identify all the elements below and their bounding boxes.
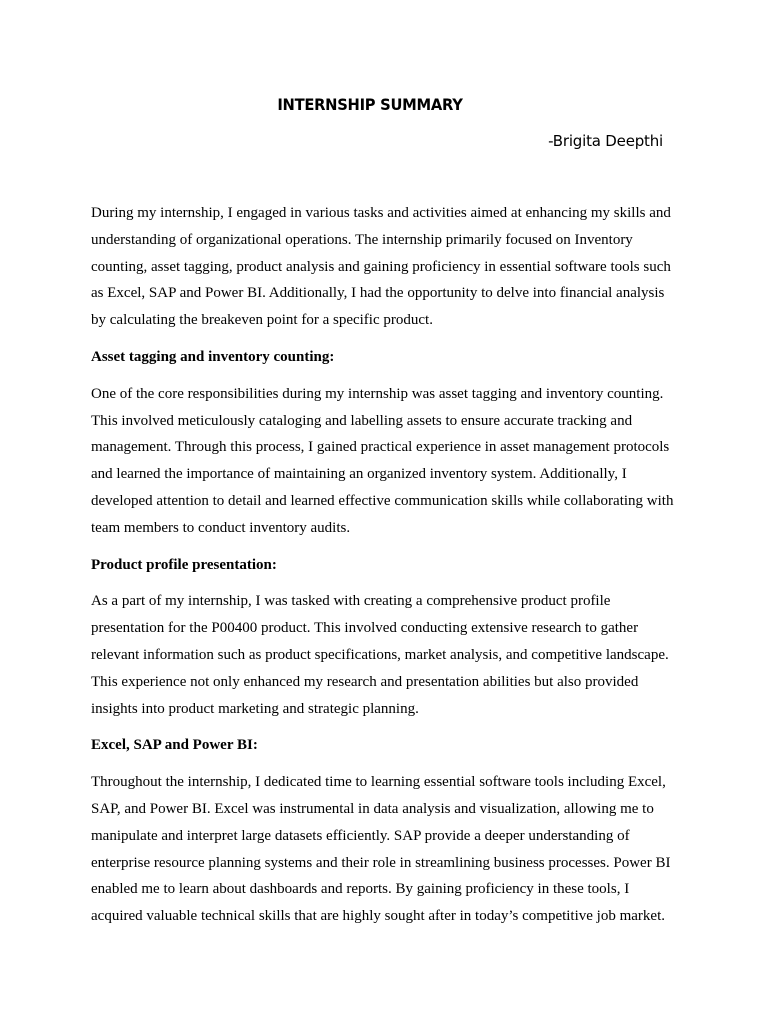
section-text-software-tools: Throughout the internship, I dedicated time to learning essential software tools including Excel, SAP, and Power BI. Excel was instrumental in data analysis and visualization, allowing me to manipulate and interpret large datasets efficiently. SAP provide a deeper understanding of enterprise resource planning systems and their role in streamlining business processes. Power BI enabled me to learn about dashboards and reports. By gaining proficiency in these tools, I acquired valuable technical skills that are highly sought after in today’s competitive job market. [91,774,671,925]
document-author: -Brigita Deepthi [548,132,663,150]
document-title: INTERNSHIP SUMMARY [277,95,463,114]
section-text-product-profile: As a part of my internship, I was tasked with creating a comprehensive product profile presentation for the P00400 product. This involved conducting extensive research to gather relevant information such as product specifications, market analysis, and competitive landscape. This experience not only enhanced my research and presentation abilities but also provided insights into product marketing and strategic planning. [91,593,669,717]
document-body [91,200,681,940]
intro-paragraph: During my internship, I engaged in various tasks and activities aimed at enhancing my skills and understanding of organizational operations. The internship primarily focused on Inventory counting, asset tagging, product analysis and gaining proficiency in essential software tools such as Excel, SAP and Power BI. Additionally, I had the opportunity to delve into financial analysis by calculating the breakeven point for a specific product. [91,205,671,329]
section-heading-asset-tagging: Asset tagging and inventory counting: [91,348,335,365]
section-heading-software-tools: Excel, SAP and Power BI: [91,737,258,754]
section-text-asset-tagging: One of the core responsibilities during my internship was asset tagging and inventory counting. This involved meticulously cataloging and labelling assets to ensure accurate tracking and management. Through this process, I gained practical experience in asset management protocols and learned the importance of maintaining an organized inventory system. Additionally, I developed attention to detail and learned effective communication skills while collaborating with team members to conduct inventory audits. [91,385,674,536]
section-heading-product-profile: Product profile presentation: [91,556,277,573]
